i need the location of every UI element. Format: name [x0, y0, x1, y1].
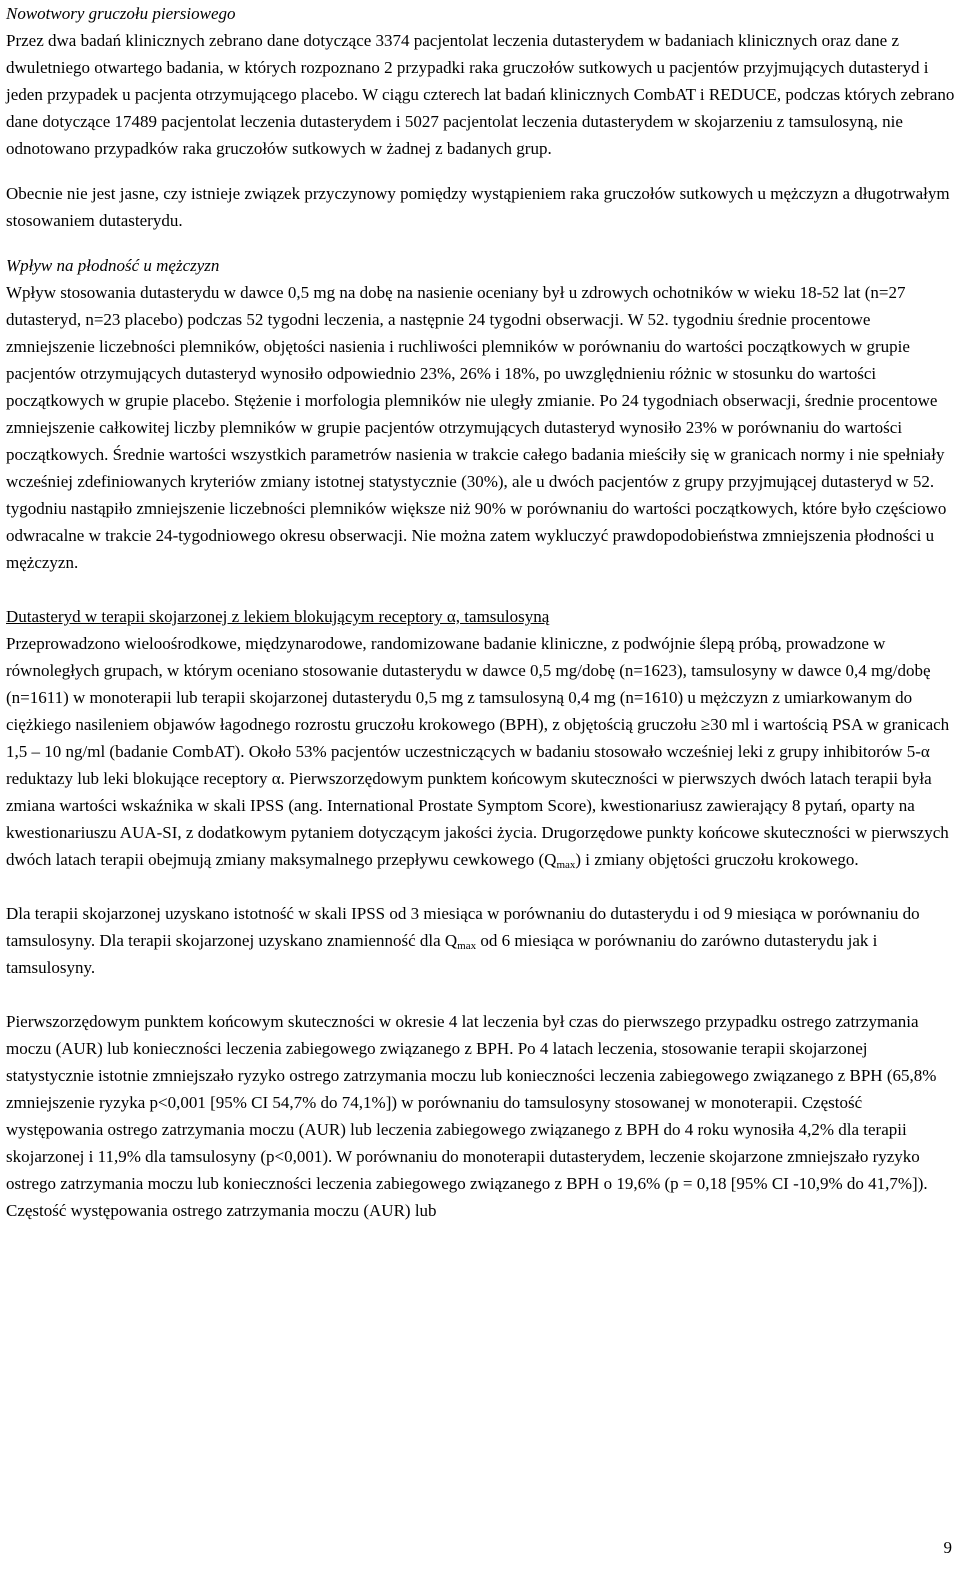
subscript-max: max: [556, 859, 576, 871]
spacer: [6, 162, 956, 180]
paragraph-text: W ciągu czterech lat badań klinicznych CombAT i REDUCE, podczas których zebrano dane dotyczące 17489 pacjentolat leczenia dutasterydem i 5027 pacjentolat leczenia dutasterydem w skojarzeniu z tamsulosyną, nie odnotowano przypadków raka gruczołów sutkowych w żadnej z badanych grup.: [6, 85, 955, 158]
section-combination-therapy: [6, 603, 956, 1224]
section-heading: Nowotwory gruczołu piersiowego: [6, 4, 236, 23]
spacer: [6, 981, 956, 1008]
section-heading: Wpływ na płodność u mężczyzn: [6, 256, 220, 275]
paragraph-text: od 6 miesiąca w porównaniu do zarówno dutasterydu jak i tamsulosyny.: [6, 931, 878, 977]
section-fertility: [6, 252, 956, 576]
document-page: [6, 0, 956, 1224]
paragraph: [6, 900, 956, 981]
paragraph-text: Przez dwa badań klinicznych zebrano dane dotyczące 3374 pacjentolat leczenia dutasterydem w badaniach klinicznych oraz dane z dwuletniego otwartego badania, w których rozpoznano 2 przypadki raka gruczołów sutkowych u pacjentów przyjmujących dutasteryd i jeden przypadek u pacjenta otrzymującego placebo.: [6, 31, 929, 104]
section-breast-cancer: [6, 0, 956, 234]
paragraph: Wpływ stosowania dutasterydu w dawce 0,5 mg na dobę na nasienie oceniany był u zdrowych ochotników w wieku 18-52 lat (n=27 dutasteryd, n=23 placebo) podczas 52 tygodni leczenia, a następnie 24 tygodni obserwacji. W 52. tygodniu średnie procentowe zmniejszenie liczebności plemników, objętości nasienia i ruchliwości plemników w porównaniu do wartości początkowych w grupie pacjentów otrzymujących dutasteryd wynosiło odpowiednio 23%, 26% i 18%, po uwzględnieniu różnic w stosunku do wartości początkowych w grupie placebo. Stężenie i morfologia plemników nie uległy zmianie. Po 24 tygodniach obserwacji, średnie procentowe zmniejszenie całkowitej liczby plemników w grupie pacjentów otrzymujących dutasteryd wynosiło 23% w porównaniu do wartości początkowych. Średnie wartości wszystkich parametrów nasienia w trakcie całego badania mieściły się w granicach normy i nie spełniały wcześniej zdefiniowanych kryteriów zmiany istotnej statystycznie (30%), ale u dwóch pacjentów z grupy przyjmującej dutasteryd w 52. tygodniu nastąpiło zmniejszenie liczebności plemników większe niż 90% w porównaniu do wartości początkowych, które było częściowo odwracalne w trakcie 24-tygodniowego okresu obserwacji. Nie można zatem wykluczyć prawdopodobieństwa zmniejszenia płodności u mężczyzn.: [6, 283, 947, 572]
paragraph: [6, 27, 956, 162]
greater-equal-symbol: ≥: [700, 715, 711, 734]
paragraph-text: Dla terapii skojarzonej uzyskano istotność w skali IPSS od 3 miesiąca w porównaniu do dutasterydu i od 9 miesiąca w porównaniu do tamsulosyny. Dla terapii skojarzonej uzyskano znamienność dla Q: [6, 904, 920, 950]
spacer: [6, 234, 956, 252]
paragraph: Obecnie nie jest jasne, czy istnieje związek przyczynowy pomiędzy wystąpieniem raka gruczołów sutkowych u mężczyzn a długotrwałym stosowaniem dutasterydu.: [6, 184, 950, 230]
paragraph: Pierwszorzędowym punktem końcowym skuteczności w okresie 4 lat leczenia był czas do pierwszego przypadku ostrego zatrzymania moczu (AUR) lub konieczności leczenia zabiegowego związanego z BPH. Po 4 latach leczenia, stosowanie terapii skojarzonej statystycznie istotnie zmniejszało ryzyko ostrego zatrzymania moczu lub konieczności leczenia zabiegowego związanego z BPH (65,8% zmniejszenie ryzyka p<0,001 [95% CI 54,7% do 74,1%]) w porównaniu do tamsulosyny stosowanej w monoterapii. Częstość występowania ostrego zatrzymania moczu (AUR) lub leczenia zabiegowego związanego z BPH do 4 roku wynosiła 4,2% dla terapii skojarzonej i 11,9% dla tamsulosyny (p<0,001). W porównaniu do monoterapii dutasterydem, leczenie skojarzone zmniejszało ryzyko ostrego zatrzymania moczu lub konieczności leczenia zabiegowego związanego z BPH o 19,6% (p = 0,18 [95% CI -10,9% do 41,7%]). Częstość występowania ostrego zatrzymania moczu (AUR) lub: [6, 1012, 937, 1220]
page-number: 9: [943, 1538, 952, 1557]
paragraph-text: 30 ml i wartością PSA w granicach 1,5 – 10 ng/ml (badanie CombAT). Około 53% pacjentów uczestniczących w badaniu stosowało wcześniej leki z grupy inhibitorów 5-α reduktazy lub leki blokujące receptory α. Pierwszorzędowym punktem końcowym skuteczności w pierwszych dwóch latach terapii była zmiana wartości wskaźnika w skali IPSS (ang. International Prostate Symptom Score), kwestionariusz zawierający 8 pytań, oparty na kwestionariuszu AUA-SI, z dodatkowym pytaniem dotyczącym jakości życia. Drugorzędowe punkty końcowe skuteczności w pierwszych dwóch latach terapii obejmują zmiany maksymalnego przepływu cewkowego (Q: [6, 715, 950, 869]
subscript-max: max: [457, 940, 477, 952]
paragraph: [6, 630, 956, 873]
spacer: [6, 576, 956, 603]
section-heading: Dutasteryd w terapii skojarzonej z lekiem blokującym receptory α, tamsulosyną: [6, 607, 550, 626]
spacer: [6, 873, 956, 900]
paragraph-text: ) i zmiany objętości gruczołu krokowego.: [575, 850, 859, 869]
paragraph-text: Przeprowadzono wieloośrodkowe, międzynarodowe, randomizowane badanie kliniczne, z podwójnie ślepą próbą, prowadzone w równoległych grupach, w którym oceniano stosowanie dutasterydu w dawce 0,5 mg/dobę (n=1623), tamsulosyny w dawce 0,4 mg/dobę (n=1611) w monoterapii lub terapii skojarzonej dutasterydu 0,5 mg z tamsulosyną 0,4 mg (n=1610) u mężczyzn z umiarkowanym do ciężkiego nasileniem objawów łagodnego rozrostu gruczołu krokowego (BPH), z objętością gruczołu: [6, 634, 931, 734]
